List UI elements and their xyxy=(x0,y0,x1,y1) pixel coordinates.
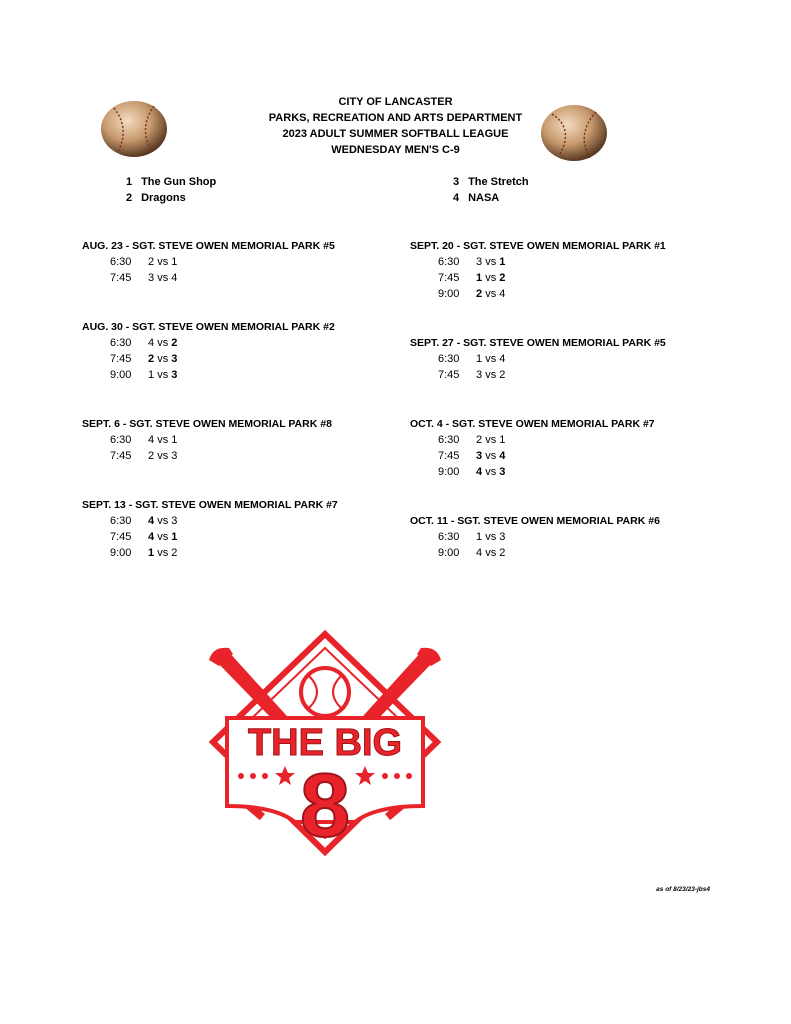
schedule-section xyxy=(82,497,382,561)
game-time: 6:30 xyxy=(110,256,132,268)
home-team-number: 3 xyxy=(148,272,155,284)
away-team-number: 3 xyxy=(499,466,506,478)
header-division: WEDNESDAY MEN'S C-9 xyxy=(331,144,460,156)
vs-label: vs xyxy=(157,434,169,446)
away-team-number: 4 xyxy=(499,353,506,365)
game-matchup xyxy=(476,351,505,367)
game-time: 6:30 xyxy=(110,434,132,446)
game-row xyxy=(82,545,382,561)
vs-label: vs xyxy=(157,515,169,527)
game-matchup xyxy=(148,545,177,561)
game-time: 9:00 xyxy=(438,288,460,300)
vs-label: vs xyxy=(485,272,497,284)
game-row xyxy=(82,529,382,545)
game-row xyxy=(82,335,382,351)
team-entry: 2 Dragons xyxy=(126,192,186,204)
game-row xyxy=(410,432,710,448)
away-team-number: 3 xyxy=(171,353,178,365)
away-team-number: 3 xyxy=(171,515,178,527)
game-time: 6:30 xyxy=(110,337,132,349)
game-matchup xyxy=(148,513,177,529)
home-team-number: 4 xyxy=(148,531,155,543)
vs-label: vs xyxy=(157,337,169,349)
softball-right-icon xyxy=(540,104,608,162)
vs-label: vs xyxy=(485,547,497,559)
section-title: OCT. 4 - SGT. STEVE OWEN MEMORIAL PARK #7 xyxy=(410,418,655,430)
away-team-number: 4 xyxy=(499,288,506,300)
team-list-right xyxy=(453,174,529,206)
section-title: OCT. 11 - SGT. STEVE OWEN MEMORIAL PARK #6 xyxy=(410,515,660,527)
header-city: CITY OF LANCASTER xyxy=(338,96,453,108)
game-row xyxy=(82,432,382,448)
game-matchup xyxy=(476,545,505,561)
schedule-section xyxy=(410,238,710,302)
vs-label: vs xyxy=(485,434,497,446)
game-matchup xyxy=(476,432,505,448)
logo-graphic xyxy=(205,630,445,860)
vs-label: vs xyxy=(157,369,169,381)
game-row xyxy=(410,254,710,270)
section-title: SEPT. 27 - SGT. STEVE OWEN MEMORIAL PARK #5 xyxy=(410,337,666,349)
team-entry: 1 The Gun Shop xyxy=(126,176,217,188)
section-title: AUG. 23 - SGT. STEVE OWEN MEMORIAL PARK #5 xyxy=(82,240,335,252)
away-team-number: 4 xyxy=(171,272,178,284)
game-time: 9:00 xyxy=(110,369,132,381)
game-time: 7:45 xyxy=(438,369,460,381)
home-team-number: 3 xyxy=(476,369,483,381)
vs-label: vs xyxy=(157,353,169,365)
schedule-section xyxy=(410,416,710,480)
away-team-number: 1 xyxy=(171,434,178,446)
away-team-number: 2 xyxy=(499,272,506,284)
home-team-number: 1 xyxy=(148,369,155,381)
section-title: SEPT. 13 - SGT. STEVE OWEN MEMORIAL PARK #7 xyxy=(82,499,338,511)
home-team-number: 4 xyxy=(148,515,155,527)
game-row xyxy=(410,545,710,561)
game-matchup xyxy=(148,335,177,351)
away-team-number: 2 xyxy=(171,547,178,559)
game-time: 9:00 xyxy=(438,547,460,559)
home-team-number: 4 xyxy=(148,337,155,349)
home-team-number: 1 xyxy=(148,547,155,559)
game-matchup xyxy=(476,286,505,302)
away-team-number: 3 xyxy=(171,450,178,462)
game-row xyxy=(82,448,382,464)
game-time: 7:45 xyxy=(110,531,132,543)
away-team-number: 3 xyxy=(499,531,506,543)
schedule-section xyxy=(82,238,382,286)
away-team-number: 1 xyxy=(499,256,506,268)
game-matchup xyxy=(148,448,177,464)
team-entry: 3 The Stretch xyxy=(453,176,529,188)
game-time: 6:30 xyxy=(438,434,460,446)
game-matchup xyxy=(148,367,177,383)
game-time: 7:45 xyxy=(110,353,132,365)
game-row xyxy=(410,270,710,286)
vs-label: vs xyxy=(485,466,497,478)
logo-title: THE BIG xyxy=(247,722,403,764)
away-team-number: 2 xyxy=(499,547,506,559)
home-team-number: 1 xyxy=(476,272,483,284)
home-team-number: 2 xyxy=(148,353,155,365)
game-row xyxy=(82,351,382,367)
home-team-number: 1 xyxy=(476,353,483,365)
vs-label: vs xyxy=(485,288,497,300)
game-time: 7:45 xyxy=(438,450,460,462)
game-row xyxy=(410,448,710,464)
vs-label: vs xyxy=(157,256,169,268)
schedule-section xyxy=(82,319,382,383)
game-row xyxy=(410,286,710,302)
game-matchup xyxy=(476,529,505,545)
softball-left-icon xyxy=(100,100,168,158)
away-team-number: 2 xyxy=(499,369,506,381)
section-title: SEPT. 20 - SGT. STEVE OWEN MEMORIAL PARK #1 xyxy=(410,240,666,252)
game-row xyxy=(410,464,710,480)
game-time: 7:45 xyxy=(110,272,132,284)
vs-label: vs xyxy=(485,369,497,381)
game-matchup xyxy=(148,270,177,286)
game-matchup xyxy=(476,367,505,383)
revision-stamp: as of 8/23/23-jbs4 xyxy=(656,886,710,893)
game-time: 6:30 xyxy=(438,531,460,543)
schedule-section xyxy=(410,335,710,383)
game-time: 9:00 xyxy=(110,547,132,559)
away-team-number: 3 xyxy=(171,369,178,381)
away-team-number: 1 xyxy=(499,434,506,446)
away-team-number: 1 xyxy=(171,256,178,268)
game-time: 6:30 xyxy=(438,256,460,268)
game-time: 6:30 xyxy=(438,353,460,365)
home-team-number: 4 xyxy=(148,434,155,446)
vs-label: vs xyxy=(485,450,497,462)
game-row xyxy=(410,367,710,383)
game-row xyxy=(82,513,382,529)
game-row xyxy=(82,367,382,383)
home-team-number: 2 xyxy=(148,256,155,268)
vs-label: vs xyxy=(157,272,169,284)
home-team-number: 1 xyxy=(476,531,483,543)
vs-label: vs xyxy=(157,531,169,543)
game-matchup xyxy=(476,448,505,464)
vs-label: vs xyxy=(485,256,497,268)
game-row xyxy=(82,270,382,286)
home-team-number: 3 xyxy=(476,256,483,268)
game-matchup xyxy=(148,529,177,545)
the-big-8-logo xyxy=(205,630,445,860)
away-team-number: 2 xyxy=(171,337,178,349)
game-matchup xyxy=(148,432,177,448)
vs-label: vs xyxy=(157,450,169,462)
away-team-number: 4 xyxy=(499,450,506,462)
home-team-number: 4 xyxy=(476,547,483,559)
section-title: SEPT. 6 - SGT. STEVE OWEN MEMORIAL PARK #8 xyxy=(82,418,332,430)
away-team-number: 1 xyxy=(171,531,178,543)
logo-number: 8 xyxy=(299,756,351,856)
team-list-left xyxy=(126,174,216,206)
game-time: 9:00 xyxy=(438,466,460,478)
header-league: 2023 ADULT SUMMER SOFTBALL LEAGUE xyxy=(282,128,509,140)
game-time: 6:30 xyxy=(110,515,132,527)
game-time: 7:45 xyxy=(438,272,460,284)
game-matchup xyxy=(148,254,177,270)
vs-label: vs xyxy=(485,531,497,543)
home-team-number: 3 xyxy=(476,450,483,462)
home-team-number: 2 xyxy=(476,434,483,446)
game-row xyxy=(410,529,710,545)
team-entry: 4 NASA xyxy=(453,192,500,204)
game-row xyxy=(410,351,710,367)
schedule-section xyxy=(82,416,382,464)
schedule-section xyxy=(410,513,710,561)
header-department: PARKS, RECREATION AND ARTS DEPARTMENT xyxy=(268,112,523,124)
home-team-number: 2 xyxy=(476,288,483,300)
home-team-number: 2 xyxy=(148,450,155,462)
vs-label: vs xyxy=(485,353,497,365)
game-matchup xyxy=(476,464,505,480)
game-row xyxy=(82,254,382,270)
game-matchup xyxy=(148,351,177,367)
home-team-number: 4 xyxy=(476,466,483,478)
game-matchup xyxy=(476,254,505,270)
game-matchup xyxy=(476,270,505,286)
game-time: 7:45 xyxy=(110,450,132,462)
section-title: AUG. 30 - SGT. STEVE OWEN MEMORIAL PARK #2 xyxy=(82,321,335,333)
vs-label: vs xyxy=(157,547,169,559)
